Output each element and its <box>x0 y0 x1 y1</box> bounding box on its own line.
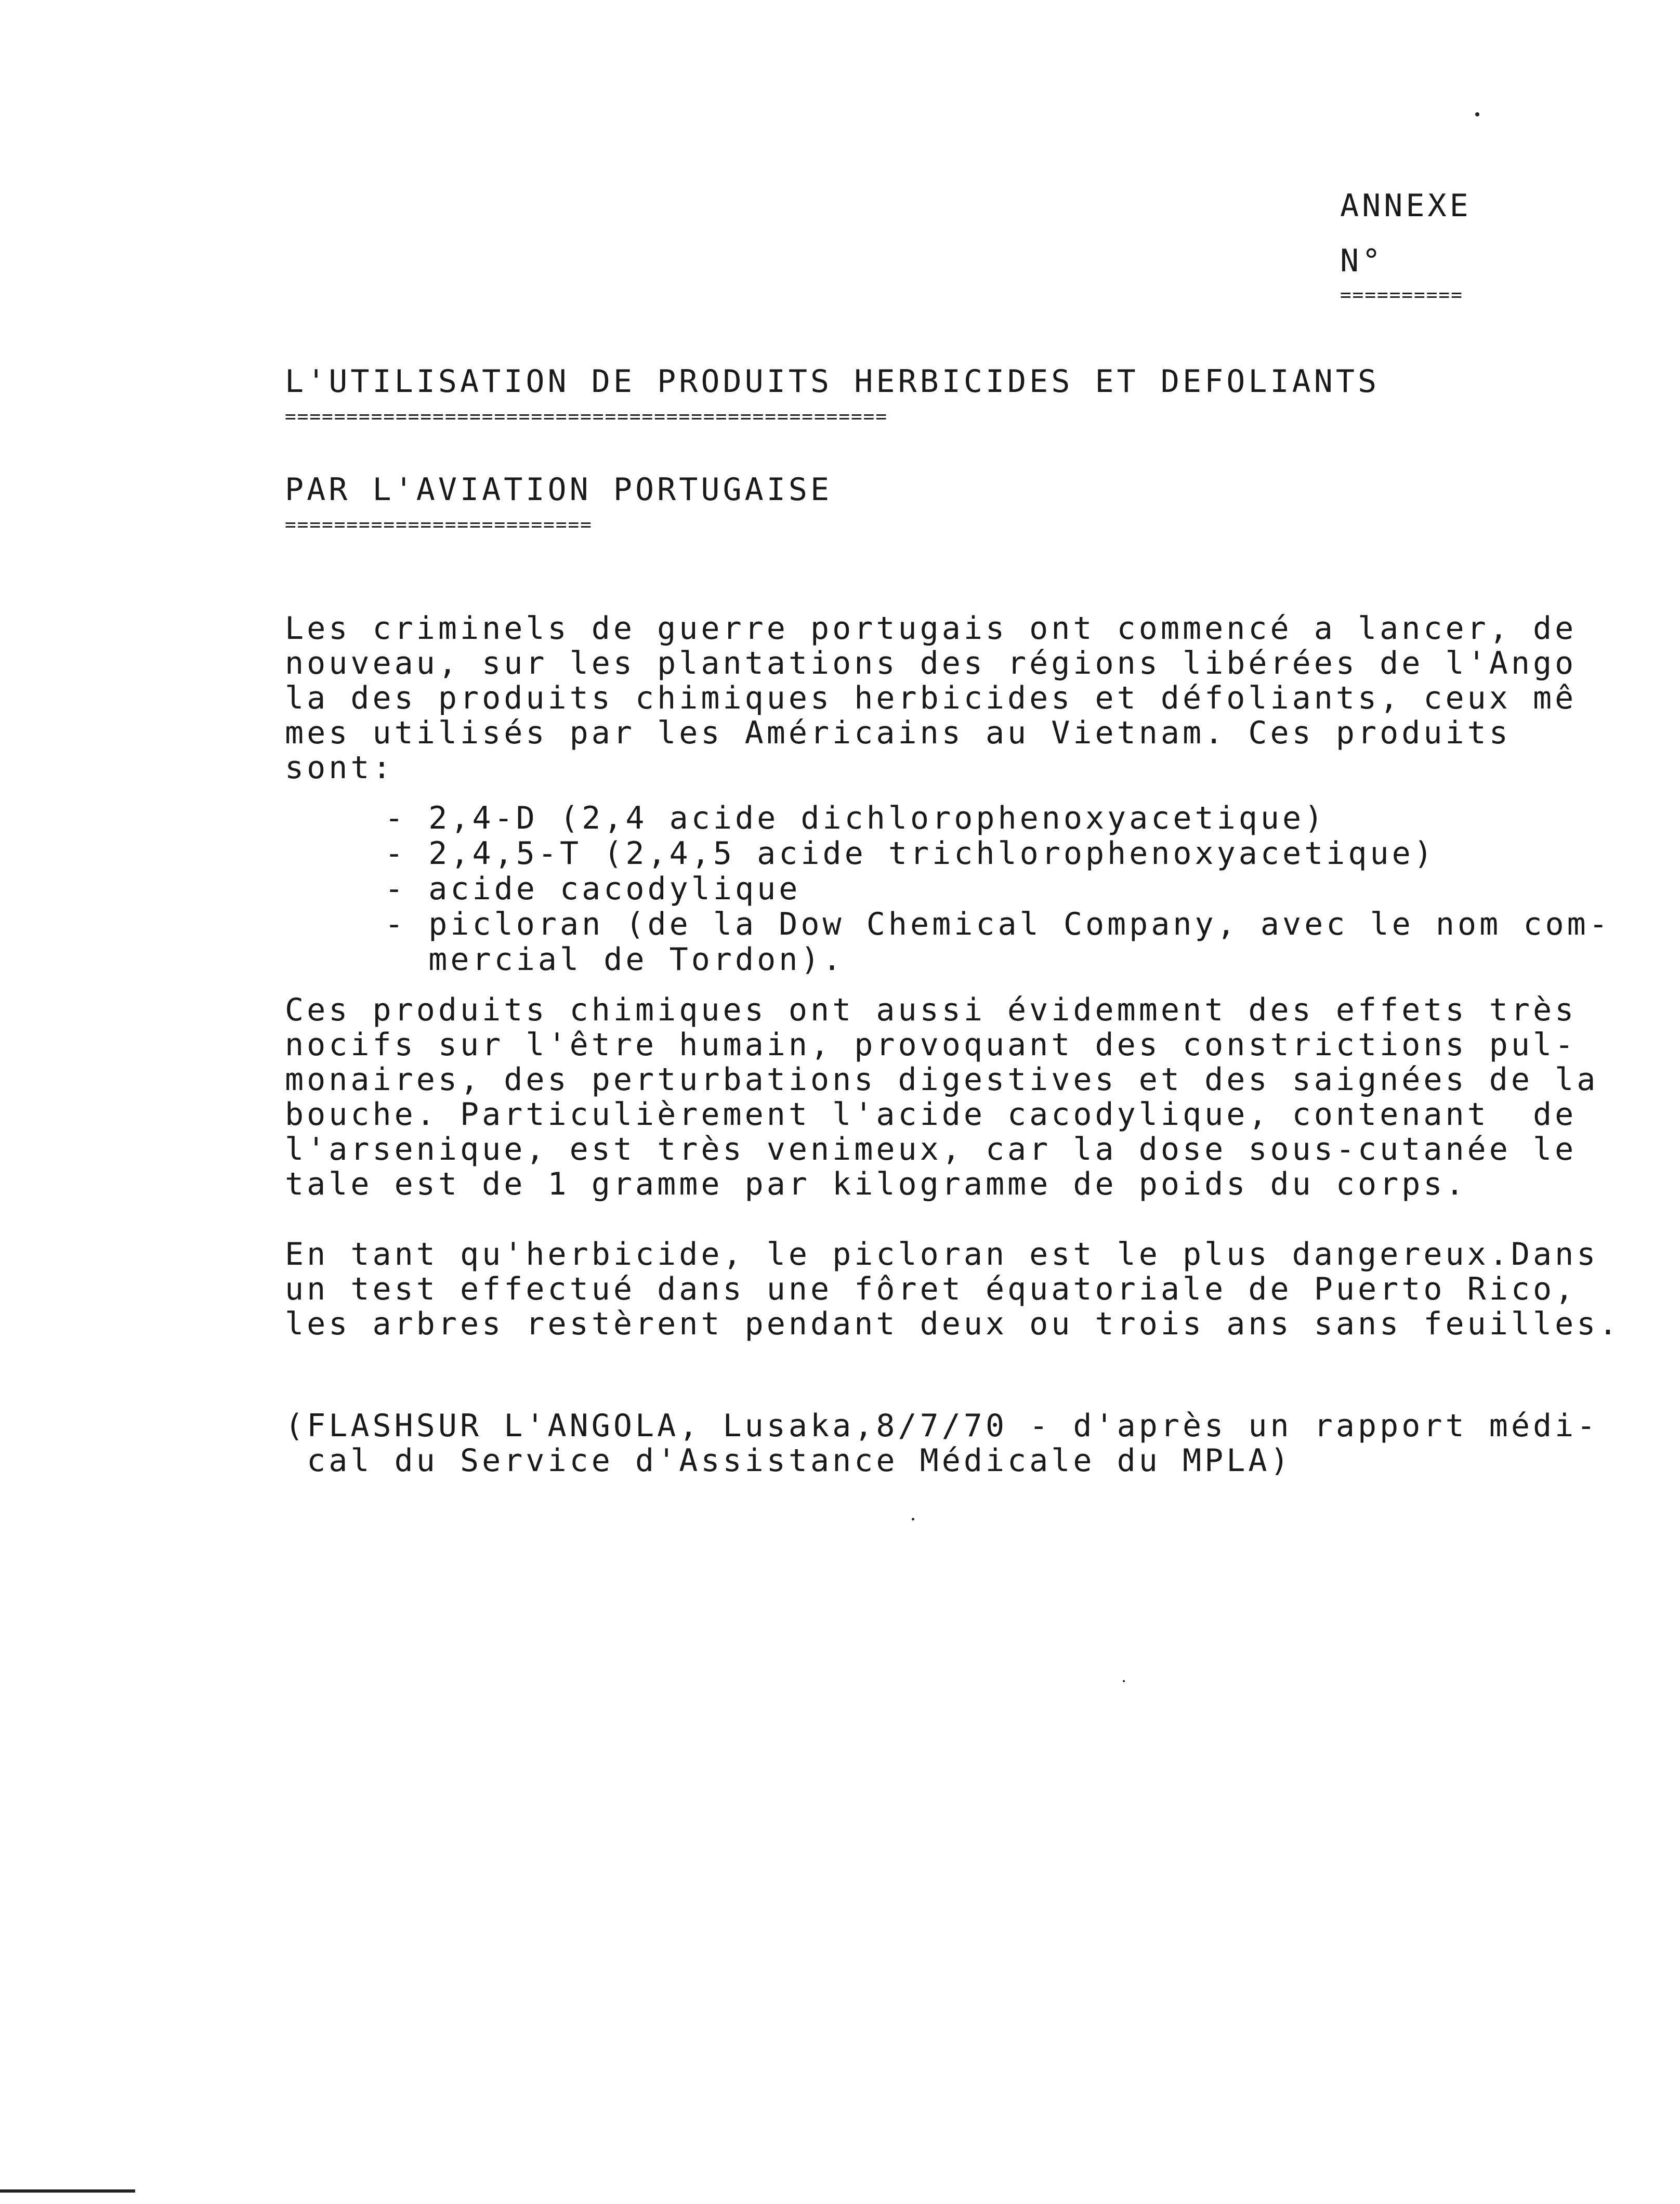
list-item: - 2,4,5-T (2,4,5 acide trichlorophenoxyacetique) <box>385 835 1436 872</box>
paragraph-effects <box>285 993 1598 1202</box>
annexe-underline: ========== <box>1340 284 1463 306</box>
paragraph-line: un test effectué dans une fôret équatoriale de Puerto Rico, <box>285 1271 1577 1307</box>
paragraph-line: sont: <box>285 750 395 786</box>
paragraph-line: Ces produits chimiques ont aussi évidemment des effets très <box>285 992 1577 1028</box>
citation-line: cal du Service d'Assistance Médicale du MPLA) <box>285 1442 1292 1479</box>
paragraph-line: Les criminels de guerre portugais ont commencé a lancer, de <box>285 610 1577 647</box>
paragraph-line: nocifs sur l'être humain, provoquant des constrictions pul- <box>285 1027 1577 1063</box>
paragraph-line: tale est de 1 gramme par kilogramme de poids du corps. <box>285 1166 1467 1202</box>
scan-speck <box>1475 112 1479 116</box>
paragraph-line: l'arsenique, est très venimeux, car la dose sous-cutanée le <box>285 1131 1577 1167</box>
paragraph-line: monaires, des perturbations digestives et des saignées de la <box>285 1061 1599 1098</box>
annexe-label: ANNEXE <box>1340 188 1472 224</box>
annexe-number-label: N° <box>1340 243 1384 279</box>
paragraph-intro <box>285 611 1577 785</box>
document-title-line2-underline: ========================= <box>285 514 593 535</box>
paragraph-herbicide <box>285 1237 1621 1342</box>
list-item: - 2,4-D (2,4 acide dichlorophenoxyacetique) <box>385 800 1327 836</box>
product-list <box>385 801 1611 977</box>
paragraph-line: les arbres restèrent pendant deux ou trois ans sans feuilles. <box>285 1306 1621 1342</box>
paragraph-line: mes utilisés par les Américains au Vietnam. Ces produits <box>285 715 1511 751</box>
scan-edge-mark <box>0 2189 135 2193</box>
document-title-line2: PAR L'AVIATION PORTUGAISE <box>285 471 833 508</box>
paragraph-line: En tant qu'herbicide, le picloran est le plus dangereux.Dans <box>285 1236 1599 1272</box>
list-item: - acide cacodylique <box>385 871 801 907</box>
document-title-line1-underline: ================================================= <box>285 406 888 427</box>
list-item: - picloran (de la Dow Chemical Company, avec le nom com- <box>385 906 1611 942</box>
document-title-line1: L'UTILISATION DE PRODUITS HERBICIDES ET DEFOLIANTS <box>285 363 1380 400</box>
paragraph-line: la des produits chimiques herbicides et défoliants, ceux mê <box>285 680 1577 716</box>
paragraph-line: bouche. Particulièrement l'acide cacodylique, contenant de <box>285 1096 1577 1133</box>
scan-speck <box>912 1518 914 1520</box>
list-item: mercial de Tordon). <box>385 941 845 978</box>
source-citation <box>285 1409 1598 1478</box>
paragraph-line: nouveau, sur les plantations des régions libérées de l'Ango <box>285 645 1577 681</box>
scan-speck <box>1123 1680 1125 1682</box>
citation-line: (FLASHSUR L'ANGOLA, Lusaka,8/7/70 - d'après un rapport médi- <box>285 1408 1599 1444</box>
